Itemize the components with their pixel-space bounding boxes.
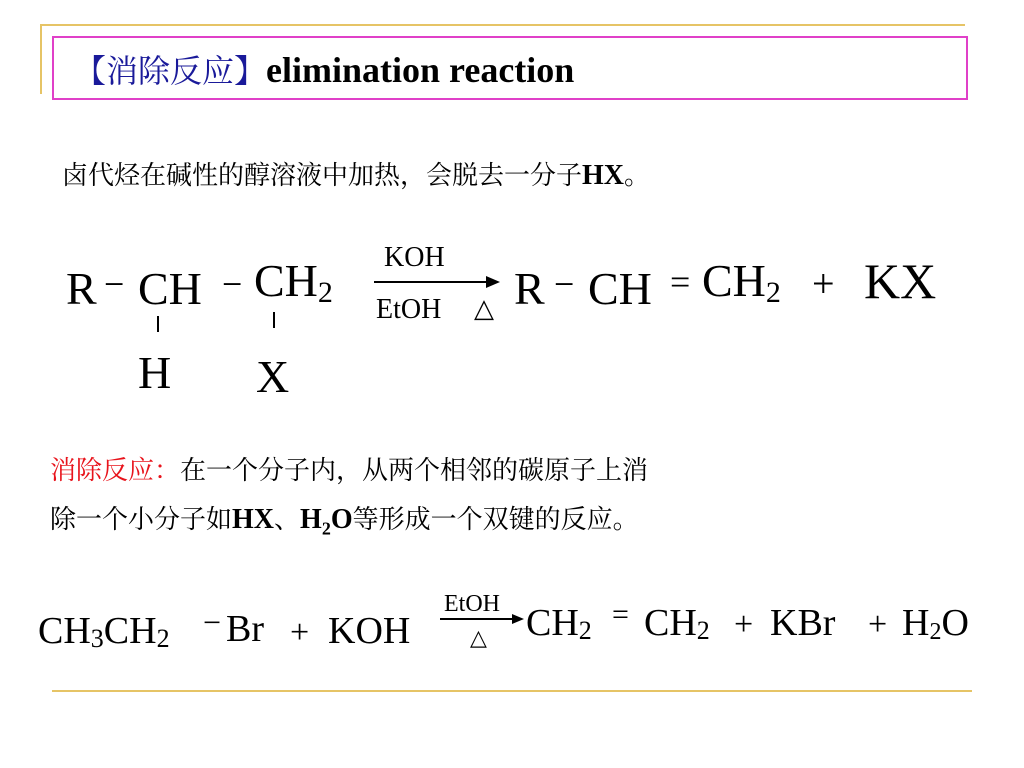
r1-below-arrow: EtOH (376, 294, 442, 325)
definition-hx: HX (232, 504, 275, 535)
definition-sep: 、 (274, 505, 301, 535)
r1-above-arrow: KOH (384, 242, 445, 273)
r2-heat-symbol: △ (470, 626, 487, 651)
r1-prod-ch: CH (588, 263, 652, 314)
r2-above-arrow: EtOH (444, 591, 500, 617)
definition-text-2a: 除一个小分子如 (50, 505, 233, 535)
r1-prod-ch2: $CH_2$ (702, 255, 781, 309)
definition-text-2b: 等形成一个双键的反应。 (352, 505, 639, 535)
r1-prod-dash: − (554, 264, 575, 304)
r2-prod-ch2b: $CH_2$ (644, 602, 710, 645)
r1-r: R (66, 263, 97, 314)
r1-bond-h (157, 316, 159, 332)
r1-x: X (256, 351, 290, 402)
left-decor-line (40, 24, 42, 94)
title-box (52, 36, 968, 100)
r2-plus-2: + (734, 606, 754, 643)
intro-text: 卤代烃在碱性的醇溶液中加热，会脱去一分子 (62, 161, 583, 191)
definition-label: 消除反应： (50, 456, 181, 486)
r2-reaction-arrow (440, 612, 526, 626)
r1-ch2: $CH_2$ (254, 255, 333, 309)
r1-heat-symbol: △ (474, 294, 494, 324)
r1-h: H (138, 347, 172, 398)
top-decor-line (40, 24, 965, 26)
r2-ethyl: $CH_3CH_2$ (38, 610, 170, 653)
r2-koh: KOH (328, 610, 411, 652)
intro-line (62, 162, 650, 190)
r1-kx: KX (864, 253, 937, 309)
title-chinese: 【消除反应】 (74, 52, 267, 90)
intro-hx: HX (582, 160, 625, 191)
r1-reaction-arrow (374, 274, 504, 290)
title-english: elimination reaction (266, 50, 575, 90)
r2-double-bond: = (612, 598, 629, 631)
definition-line-1 (50, 458, 648, 484)
r2-plus-1: + (290, 614, 310, 651)
intro-end: 。 (624, 161, 651, 191)
definition-line-2 (50, 506, 639, 538)
r1-bond-x (273, 312, 275, 328)
r1-double-bond: = (670, 262, 691, 302)
r2-prod-ch2a: $CH_2$ (526, 602, 592, 645)
r2-dash: − (203, 604, 222, 640)
bottom-decor-line (52, 690, 972, 692)
r1-ch: CH (138, 263, 202, 314)
r1-prod-r: R (514, 263, 545, 314)
definition-h2o: $H_2O$ (300, 504, 353, 539)
slide-title (74, 50, 574, 91)
r2-br: Br (226, 608, 264, 650)
r2-kbr: KBr (770, 602, 836, 644)
r1-plus: + (812, 261, 835, 306)
r1-dash-1: − (104, 264, 125, 304)
definition-text-1: 在一个分子内，从两个相邻的碳原子上消 (180, 456, 649, 486)
r1-dash-2: − (222, 264, 243, 304)
r2-h2o: $H_2O$ (902, 602, 969, 645)
r2-plus-3: + (868, 606, 888, 643)
